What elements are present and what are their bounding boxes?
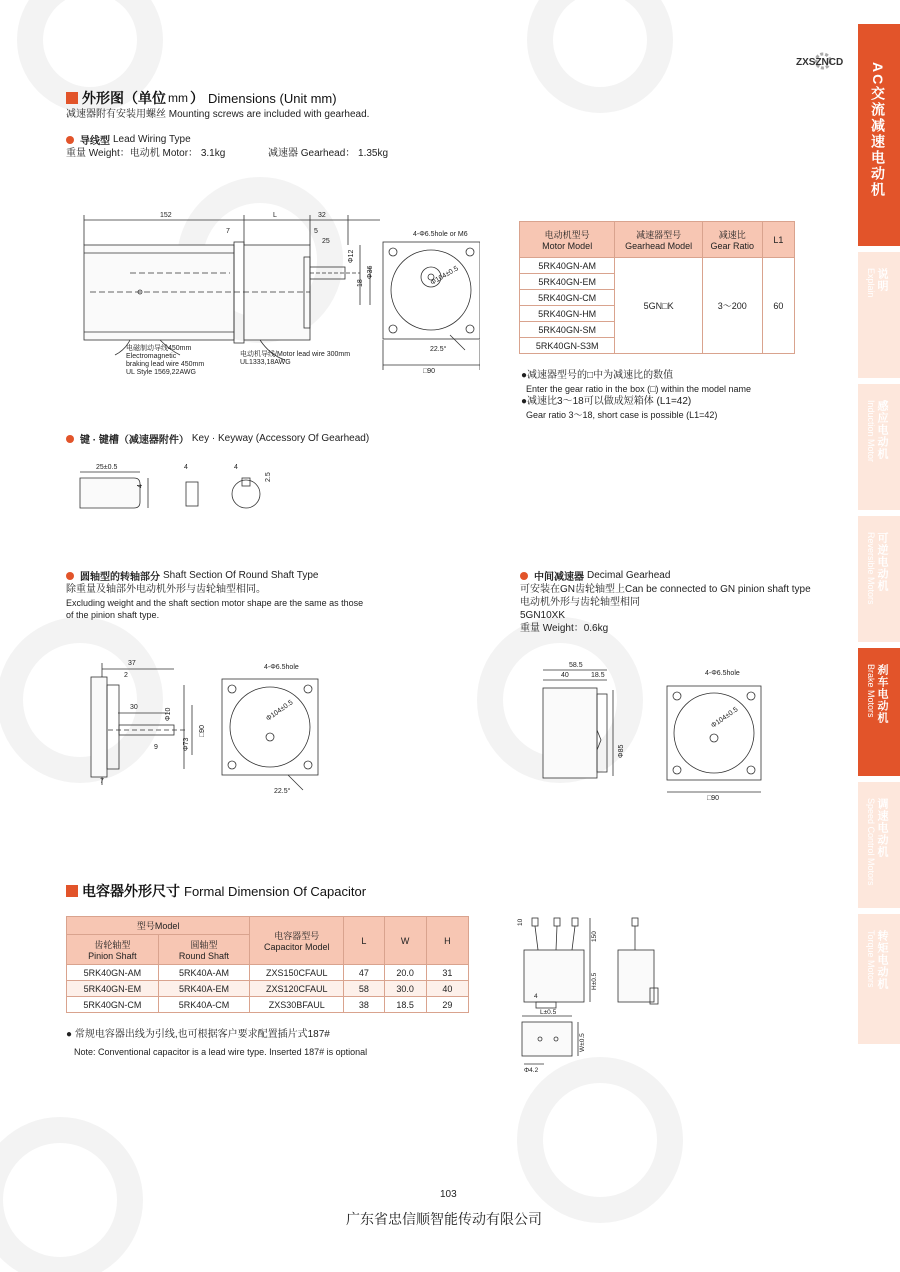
svg-text:UL1333,18AWG: UL1333,18AWG xyxy=(240,359,291,366)
svg-text:58.5: 58.5 xyxy=(569,662,583,669)
capacitor-note-cn: ● 常规电容器出线为引线,也可根据客户要求配置插片式187# xyxy=(66,1029,330,1040)
svg-text:9: 9 xyxy=(154,744,158,751)
sidebar-main-tab[interactable]: AC交流减速电动机 xyxy=(858,24,900,246)
gear-ratio-cell: 3～200 xyxy=(702,258,762,354)
capacitor-drawing xyxy=(514,912,674,1077)
svg-text:2: 2 xyxy=(124,672,128,679)
svg-text:4: 4 xyxy=(234,464,238,471)
weight-gearhead: 减速器 Gearhead： 1.35kg xyxy=(268,148,389,159)
svg-text:18: 18 xyxy=(357,279,364,287)
decimal-gearhead-heading: 中间减速器 Decimal Gearhead xyxy=(520,568,670,583)
svg-text:152: 152 xyxy=(160,212,172,219)
svg-text:Φ4.2: Φ4.2 xyxy=(524,1067,539,1074)
svg-text:4: 4 xyxy=(184,464,188,471)
svg-text:4: 4 xyxy=(137,484,144,488)
svg-text:W±0.5: W±0.5 xyxy=(579,1033,586,1052)
svg-text:25: 25 xyxy=(322,238,330,245)
svg-text:Electromagnetic: Electromagnetic xyxy=(126,353,177,360)
sidebar-tab-explain[interactable]: 说明 Explain xyxy=(858,252,900,378)
svg-text:4: 4 xyxy=(534,993,538,1000)
svg-text:Φ104±0.5: Φ104±0.5 xyxy=(429,265,460,287)
svg-text:Φ36: Φ36 xyxy=(367,265,374,279)
round-shaft-drawing xyxy=(88,655,338,800)
round-shaft-desc-en2: of the pinion shaft type. xyxy=(66,610,160,620)
section-marker xyxy=(66,885,78,897)
dimensions-title: 外形图（单位 mm ） Dimensions (Unit mm) xyxy=(66,88,337,108)
svg-text:22.5°: 22.5° xyxy=(274,788,291,795)
svg-text:Φ73: Φ73 xyxy=(183,737,190,751)
svg-text:Φ104±0.5: Φ104±0.5 xyxy=(710,706,740,730)
round-shaft-desc-en1: Excluding weight and the shaft section motor shape are the same as those xyxy=(66,598,364,608)
lead-wiring-drawing xyxy=(70,205,480,385)
capacitor-table: 型号Model 电容器型号 Capacitor Model L W H 齿轮轴型 Pinion Shaft 圆轴型 Round Shaft 5RK40GN-AM 5RK40A-AM ZXS150CFAUL 47 20.0 31 5RK40GN-EM 5RK40A-EM ZXS120CFAUL 58 30.0 40 5RK40GN-CM 5RK40A-CM ZXS30BFAUL 38 18.5 29 xyxy=(66,916,469,1013)
svg-text:7: 7 xyxy=(100,778,104,785)
table-cell: 5RK40GN-AM xyxy=(520,258,615,274)
table-row: 5RK40GN-CM 5RK40A-CM ZXS30BFAUL 38 18.5 29 xyxy=(67,997,469,1013)
sidebar-tab-speed-control[interactable]: 调速电动机 Speed Control Motors xyxy=(858,782,900,908)
svg-text:37: 37 xyxy=(128,660,136,667)
svg-text:25±0.5: 25±0.5 xyxy=(96,464,118,471)
section-marker xyxy=(66,92,78,104)
svg-text:4-Φ6.5hole or M6: 4-Φ6.5hole or M6 xyxy=(413,231,468,238)
svg-text:电动机导线/Motor lead wire 300mm: 电动机导线/Motor lead wire 300mm xyxy=(240,351,351,358)
table-row: 5RK40GN-EM 5RK40A-EM ZXS120CFAUL 58 30.0 40 xyxy=(67,981,469,997)
svg-text:7: 7 xyxy=(226,228,230,235)
svg-text:10: 10 xyxy=(517,918,524,926)
key-drawing xyxy=(74,458,294,520)
svg-text:2.5: 2.5 xyxy=(265,472,272,482)
svg-text:H±0.5: H±0.5 xyxy=(591,972,598,990)
svg-text:5: 5 xyxy=(314,228,318,235)
table-cell: 5RK40GN-SM xyxy=(520,322,615,338)
svg-text:□90: □90 xyxy=(707,795,720,800)
sidebar-tab-induction[interactable]: 感应电动机 Induction Motor xyxy=(858,384,900,510)
lead-wiring-heading: 导线型 Lead Wiring Type xyxy=(66,132,191,147)
svg-text:Φ104±0.5: Φ104±0.5 xyxy=(265,699,295,723)
svg-text:4-Φ6.5hole: 4-Φ6.5hole xyxy=(264,664,299,671)
brand-logo xyxy=(796,52,852,75)
table-cell: 5RK40GN-EM xyxy=(520,274,615,290)
company-name: 广东省忠信顺智能传动有限公司 xyxy=(346,1211,542,1227)
svg-text:4-Φ6.5hole: 4-Φ6.5hole xyxy=(705,670,740,677)
model-note-2: Enter the gear ratio in the box (□) within the model name xyxy=(526,384,752,394)
svg-text:30: 30 xyxy=(130,704,138,711)
sidebar-tab-reversible[interactable]: 可逆电动机 Reversible Motors xyxy=(858,516,900,642)
decimal-desc-1: 可安装在GN齿轮轴型上Can be connected to GN pinion shaft type xyxy=(520,584,811,595)
svg-text:电磁制动导线450mm: 电磁制动导线450mm xyxy=(126,345,192,352)
model-table: 电动机型号 Motor Model 减速器型号 Gearhead Model 减速比 Gear Ratio L1 5RK40GN-AM 5GN□K 3～200 60 5RK40GN-EM 5RK40GN-CM 5RK40GN-HM 5RK40GN-SM 5RK40GN-S3M xyxy=(519,221,795,354)
table-row: 5RK40GN-AM 5RK40A-AM ZXS150CFAUL 47 20.0 31 xyxy=(67,965,469,981)
svg-text:Φ10: Φ10 xyxy=(165,707,172,721)
weight-motor: 重量 Weight：电动机 Motor： 3.1kg xyxy=(66,148,226,159)
decimal-gearhead-drawing xyxy=(535,660,775,800)
dimensions-note: 减速器附有安装用螺丝 Mounting screws are included with gearhead. xyxy=(66,109,370,120)
svg-text:braking lead wire 450mm: braking lead wire 450mm xyxy=(126,361,205,368)
table-cell: 5RK40GN-HM xyxy=(520,306,615,322)
svg-text:32: 32 xyxy=(318,212,326,219)
svg-text:□90: □90 xyxy=(199,724,206,737)
page-number: 103 xyxy=(440,1189,457,1200)
svg-text:UL Style 1569,22AWG: UL Style 1569,22AWG xyxy=(126,369,196,376)
model-note-4: Gear ratio 3～18, short case is possible (L1=42) xyxy=(526,410,718,420)
table-cell: 5RK40GN-CM xyxy=(520,290,615,306)
sidebar-tab-torque[interactable]: 转矩电动机 Torque Motors xyxy=(858,914,900,1044)
sidebar xyxy=(858,24,900,1044)
round-shaft-desc-cn: 除重量及轴部外电动机外形与齿轮轴型相同。 xyxy=(66,584,266,595)
svg-text:150: 150 xyxy=(591,931,598,942)
svg-text:L±0.5: L±0.5 xyxy=(540,1009,557,1016)
svg-text:L: L xyxy=(273,212,277,219)
decimal-weight: 重量 Weight：0.6kg xyxy=(520,623,609,634)
key-heading: 键 · 键槽（减速器附件） Key · Keyway (Accessory Of Gearhead) xyxy=(66,431,369,446)
svg-text:□90: □90 xyxy=(423,368,436,375)
capacitor-title: 电容器外形尺寸 Formal Dimension Of Capacitor xyxy=(66,881,366,901)
model-note-1: ●减速器型号的□中为减速比的数值 xyxy=(521,370,674,381)
model-note-3: ●减速比3～18可以做成短箱体 (L1=42) xyxy=(521,396,692,407)
logo-text: ZXSZNCD xyxy=(796,57,844,68)
svg-text:Φ12: Φ12 xyxy=(348,249,355,263)
l1-cell: 60 xyxy=(762,258,794,354)
round-shaft-heading: 圆轴型的转轴部分 Shaft Section Of Round Shaft Type xyxy=(66,568,318,583)
table-cell: 5RK40GN-S3M xyxy=(520,338,615,354)
sidebar-tab-brake[interactable]: 刹车电动机 Brake Motors xyxy=(858,648,900,776)
capacitor-note-en: Note: Conventional capacitor is a lead wire type. Inserted 187# is optional xyxy=(74,1047,368,1057)
svg-text:40: 40 xyxy=(561,672,569,679)
svg-text:22.5°: 22.5° xyxy=(430,346,447,353)
decimal-desc-2: 电动机外形与齿轮轴型相同 xyxy=(520,597,640,608)
svg-text:Φ85: Φ85 xyxy=(618,744,625,758)
gearhead-model-cell: 5GN□K xyxy=(615,258,703,354)
svg-text:18.5: 18.5 xyxy=(591,672,605,679)
decimal-model: 5GN10XK xyxy=(520,610,566,621)
